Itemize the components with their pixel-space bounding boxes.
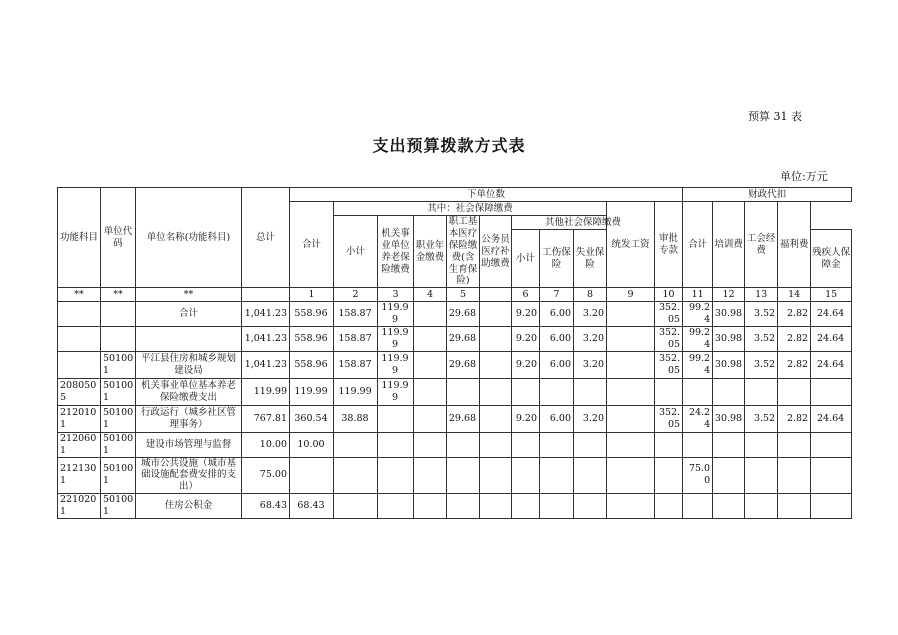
- table-cell: 6.00: [540, 302, 574, 327]
- table-cell: [447, 457, 480, 494]
- col-number: 5: [447, 288, 480, 302]
- header-subtotal: 小计: [334, 216, 378, 288]
- table-cell: [414, 302, 447, 327]
- table-row: [58, 327, 852, 352]
- table-cell: [378, 494, 414, 519]
- table-cell: 68.43: [290, 494, 334, 519]
- table-cell: [414, 351, 447, 378]
- table-cell: [447, 378, 480, 405]
- col-number: 8: [574, 288, 607, 302]
- table-cell: [655, 432, 683, 457]
- table-cell: 767.81: [242, 405, 290, 432]
- table-cell: 75.00: [242, 457, 290, 494]
- header-other-subtotal: 小计: [512, 230, 540, 288]
- col-number: 7: [540, 288, 574, 302]
- table-cell: [574, 457, 607, 494]
- table-cell: 360.54: [290, 405, 334, 432]
- table-cell: 9.20: [512, 302, 540, 327]
- table-cell: 352.05: [655, 351, 683, 378]
- header-unemployment: 失业保险: [574, 230, 607, 288]
- table-cell: [512, 378, 540, 405]
- header-total: 总计: [242, 188, 290, 288]
- table-cell: 2.82: [778, 405, 811, 432]
- header-lower-total: 合计: [290, 202, 334, 288]
- col-number: **: [58, 288, 101, 302]
- table-cell: 352.05: [655, 405, 683, 432]
- table-cell: [778, 432, 811, 457]
- table-cell: [607, 405, 655, 432]
- table-cell: [480, 405, 512, 432]
- table-cell: 6.00: [540, 405, 574, 432]
- table-cell: [607, 351, 655, 378]
- table-cell: 1,041.23: [242, 327, 290, 352]
- header-unit-code: 单位代码: [101, 188, 136, 288]
- table-cell: 平江县住房和城乡规划建设局: [136, 351, 242, 378]
- unit-label: 单位:万元: [780, 170, 828, 183]
- header-unit-name: 单位名称(功能科目): [136, 188, 242, 288]
- table-cell: 119.99: [242, 378, 290, 405]
- table-cell: 75.00: [683, 457, 713, 494]
- table-cell: 29.68: [447, 351, 480, 378]
- table-cell: [58, 302, 101, 327]
- table-cell: [607, 457, 655, 494]
- table-cell: 501001: [101, 351, 136, 378]
- col-number: **: [136, 288, 242, 302]
- table-cell: 24.64: [811, 351, 852, 378]
- table-cell: [778, 378, 811, 405]
- col-number: 2: [334, 288, 378, 302]
- table-row: [58, 302, 852, 327]
- table-cell: [713, 378, 745, 405]
- table-row: [58, 351, 852, 378]
- table-cell: 158.87: [334, 302, 378, 327]
- table-cell: [480, 457, 512, 494]
- table-row: [58, 378, 852, 405]
- table-cell: [414, 494, 447, 519]
- table-cell: 10.00: [290, 432, 334, 457]
- col-number: [242, 288, 290, 302]
- table-cell: [778, 494, 811, 519]
- table-cell: [414, 405, 447, 432]
- table-cell: [512, 432, 540, 457]
- table-cell: 158.87: [334, 351, 378, 378]
- table-cell: [540, 432, 574, 457]
- table-cell: 24.64: [811, 302, 852, 327]
- table-cell: 3.52: [745, 327, 778, 352]
- header-finance-agent: 财政代扣: [683, 188, 852, 202]
- table-cell: [540, 457, 574, 494]
- table-body: [58, 302, 852, 519]
- table-cell: 24.64: [811, 405, 852, 432]
- header-union: 工会经费: [745, 202, 778, 288]
- table-cell: 30.98: [713, 405, 745, 432]
- table-cell: [136, 327, 242, 352]
- table-cell: [480, 378, 512, 405]
- table-cell: 合计: [136, 302, 242, 327]
- table-cell: [607, 494, 655, 519]
- header-disability: 残疾人保障金: [811, 230, 852, 288]
- header-other-social: 其他社会保障缴费: [512, 216, 655, 230]
- table-cell: [414, 378, 447, 405]
- table-cell: 119.99: [378, 378, 414, 405]
- table-cell: [58, 351, 101, 378]
- table-cell: 30.98: [713, 302, 745, 327]
- table-cell: [778, 457, 811, 494]
- header-medical: 职工基本医疗保险缴费(含生育保险): [447, 216, 480, 288]
- table-cell: 2.82: [778, 302, 811, 327]
- table-cell: [745, 457, 778, 494]
- table-cell: 99.24: [683, 351, 713, 378]
- table-cell: 3.20: [574, 405, 607, 432]
- table-cell: [745, 432, 778, 457]
- table-cell: [414, 457, 447, 494]
- header-salary: 统发工资: [607, 202, 655, 288]
- table-cell: 3.52: [745, 351, 778, 378]
- table-cell: 2120101: [58, 405, 101, 432]
- table-cell: 10.00: [242, 432, 290, 457]
- table-cell: [101, 327, 136, 352]
- table-cell: 2210201: [58, 494, 101, 519]
- table-cell: [101, 302, 136, 327]
- table-cell: [378, 405, 414, 432]
- table-cell: 501001: [101, 494, 136, 519]
- table-cell: 119.99: [378, 327, 414, 352]
- table-cell: 119.99: [334, 378, 378, 405]
- header-func-subject: 功能科目: [58, 188, 101, 288]
- form-number: 预算 31 表: [748, 110, 802, 123]
- table-cell: 建设市场管理与监督: [136, 432, 242, 457]
- table-cell: 3.52: [745, 405, 778, 432]
- col-number: 12: [713, 288, 745, 302]
- table-cell: [334, 494, 378, 519]
- table-cell: [811, 457, 852, 494]
- table-cell: 24.24: [683, 405, 713, 432]
- col-number: 1: [290, 288, 334, 302]
- table-cell: 机关事业单位基本养老保险缴费支出: [136, 378, 242, 405]
- table-cell: 2120601: [58, 432, 101, 457]
- table-cell: 9.20: [512, 405, 540, 432]
- table-cell: [334, 457, 378, 494]
- col-number: [480, 288, 512, 302]
- col-number: 13: [745, 288, 778, 302]
- header-annuity: 职业年金缴费: [414, 216, 447, 288]
- table-cell: [655, 378, 683, 405]
- table-cell: 2121301: [58, 457, 101, 494]
- table-cell: 558.96: [290, 351, 334, 378]
- table-cell: 99.24: [683, 327, 713, 352]
- table-row: [58, 432, 852, 457]
- table-cell: [480, 351, 512, 378]
- table-cell: [540, 378, 574, 405]
- header-welfare: 福利费: [778, 202, 811, 288]
- table-cell: 24.64: [811, 327, 852, 352]
- col-number: 9: [607, 288, 655, 302]
- table-cell: [811, 494, 852, 519]
- table-cell: 119.99: [290, 378, 334, 405]
- table-cell: [655, 494, 683, 519]
- table-row: [58, 457, 852, 494]
- budget-table: [57, 187, 852, 519]
- table-cell: 城市公共设施（城市基础设施配套费安排的支出）: [136, 457, 242, 494]
- table-cell: 119.99: [378, 351, 414, 378]
- table-row: [58, 405, 852, 432]
- table-cell: 38.88: [334, 405, 378, 432]
- table-cell: 1,041.23: [242, 302, 290, 327]
- table-cell: [574, 494, 607, 519]
- table-cell: [574, 378, 607, 405]
- table-cell: [512, 457, 540, 494]
- header-training: 培训费: [713, 202, 745, 288]
- header-social-security: 其中：社会保障缴费: [334, 202, 607, 216]
- table-cell: 501001: [101, 405, 136, 432]
- table-cell: [713, 457, 745, 494]
- table-cell: 29.68: [447, 302, 480, 327]
- table-cell: [607, 327, 655, 352]
- col-number: 4: [414, 288, 447, 302]
- table-cell: 29.68: [447, 405, 480, 432]
- table-cell: 住房公积金: [136, 494, 242, 519]
- table-cell: [607, 432, 655, 457]
- col-number: 11: [683, 288, 713, 302]
- col-number: 10: [655, 288, 683, 302]
- table-row: [58, 494, 852, 519]
- table-cell: [607, 378, 655, 405]
- header-lower-units: 下单位数: [290, 188, 683, 202]
- table-cell: [378, 457, 414, 494]
- table-cell: [334, 432, 378, 457]
- table-cell: 158.87: [334, 327, 378, 352]
- table-cell: 9.20: [512, 327, 540, 352]
- header-approved: 审批专款: [655, 202, 683, 288]
- table-cell: 3.20: [574, 302, 607, 327]
- table-cell: 30.98: [713, 327, 745, 352]
- col-number: 6: [512, 288, 540, 302]
- table-cell: [683, 494, 713, 519]
- table-cell: [607, 302, 655, 327]
- header-fin-total: 合计: [683, 202, 713, 288]
- table-cell: 352.05: [655, 327, 683, 352]
- table-cell: 2.82: [778, 327, 811, 352]
- table-cell: [414, 327, 447, 352]
- table-cell: [480, 494, 512, 519]
- table-cell: 6.00: [540, 351, 574, 378]
- table-cell: 501001: [101, 457, 136, 494]
- table-cell: [574, 432, 607, 457]
- col-number: 3: [378, 288, 414, 302]
- table-cell: [683, 432, 713, 457]
- table-cell: 行政运行（城乡社区管理事务）: [136, 405, 242, 432]
- header-civil-medical: 公务员医疗补助缴费: [480, 216, 512, 288]
- table-cell: [713, 432, 745, 457]
- table-cell: [414, 432, 447, 457]
- table-cell: 3.20: [574, 351, 607, 378]
- table-cell: 3.20: [574, 327, 607, 352]
- table-cell: [811, 432, 852, 457]
- table-cell: 558.96: [290, 302, 334, 327]
- table-cell: 9.20: [512, 351, 540, 378]
- table-cell: [683, 378, 713, 405]
- table-cell: 2.82: [778, 351, 811, 378]
- table-cell: 99.24: [683, 302, 713, 327]
- table-cell: [713, 494, 745, 519]
- table-cell: [378, 432, 414, 457]
- col-number: 15: [811, 288, 852, 302]
- table-cell: 119.99: [378, 302, 414, 327]
- table-cell: 352.05: [655, 302, 683, 327]
- header-pension: 机关事业单位养老保险缴费: [378, 216, 414, 288]
- table-cell: 501001: [101, 432, 136, 457]
- col-number: **: [101, 288, 136, 302]
- column-number-row: [58, 288, 852, 302]
- table-cell: 30.98: [713, 351, 745, 378]
- table-cell: [745, 378, 778, 405]
- table-cell: 6.00: [540, 327, 574, 352]
- col-number: 14: [778, 288, 811, 302]
- table-cell: 501001: [101, 378, 136, 405]
- table-cell: [480, 302, 512, 327]
- table-cell: 1,041.23: [242, 351, 290, 378]
- table-cell: [480, 432, 512, 457]
- table-cell: [811, 378, 852, 405]
- table-cell: [447, 494, 480, 519]
- table-cell: 29.68: [447, 327, 480, 352]
- table-cell: [290, 457, 334, 494]
- table-cell: [480, 327, 512, 352]
- document-title: 支出预算拨款方式表: [372, 136, 526, 155]
- table-cell: 3.52: [745, 302, 778, 327]
- table-cell: [745, 494, 778, 519]
- table-cell: 558.96: [290, 327, 334, 352]
- table-cell: [58, 327, 101, 352]
- table-cell: 2080505: [58, 378, 101, 405]
- table-cell: [512, 494, 540, 519]
- table-cell: [540, 494, 574, 519]
- table-cell: 68.43: [242, 494, 290, 519]
- header-injury: 工伤保险: [540, 230, 574, 288]
- table-cell: [655, 457, 683, 494]
- table-cell: [447, 432, 480, 457]
